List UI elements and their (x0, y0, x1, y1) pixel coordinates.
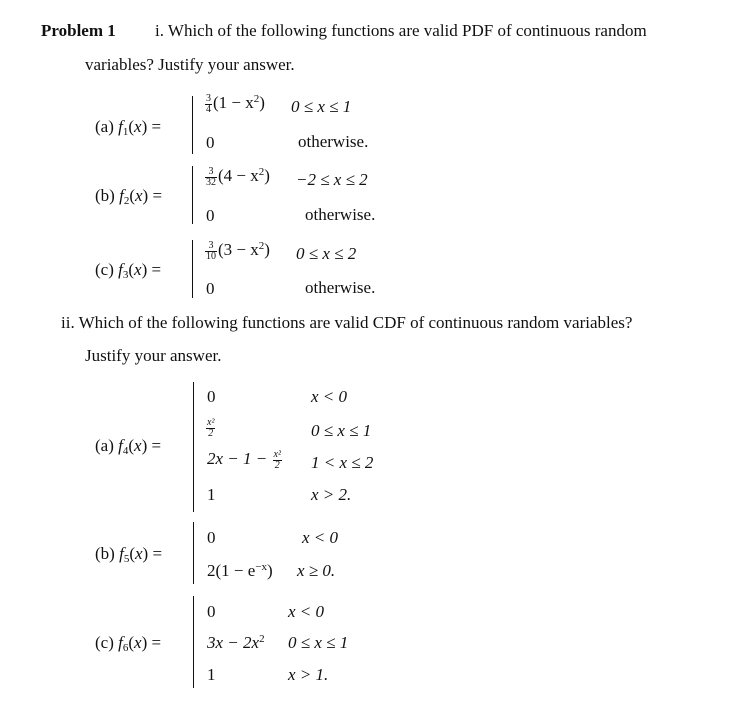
cdf-b-row1-value: 0 (207, 528, 216, 547)
pdf-c-row2-cond: otherwise. (305, 278, 376, 297)
cdf-a-row3-cond: 1 < x ≤ 2 (311, 453, 374, 472)
part-ii-question-line2: Justify your answer. (85, 346, 222, 365)
pdf-c-row1-value: $\frac{3}{10}$ $(3 - x^2)$ (206, 239, 270, 262)
cdf-b-lhs: (b) $f_5(x)$ = (95, 544, 163, 565)
cdf-b-row1-cond: x < 0 (302, 528, 339, 547)
pdf-b-lhs: (b) $f_2(x)$ = (95, 186, 163, 207)
pdf-b-row2-value: 0 (206, 206, 215, 225)
pdf-a-row1-value: $\frac{3}{4}$ $(1 - x^2)$ (206, 92, 265, 115)
cdf-c-row1-value: 0 (207, 602, 216, 621)
cdf-b-row2-cond: x ≥ 0. (297, 561, 336, 580)
pdf-a-row2-cond: otherwise. (298, 132, 369, 151)
cdf-c-row2-cond: 0 ≤ x ≤ 1 (288, 633, 349, 652)
pdf-b-brace (192, 166, 193, 224)
cdf-a-row2-value: $\frac{\text{x²}}{2}$ (207, 416, 215, 439)
cdf-a-row1-cond: x < 0 (311, 387, 348, 406)
cdf-c-lhs: (c) $f_6(x)$ = (95, 633, 162, 654)
pdf-a-lhs: (a) $f_1(x)$ = (95, 117, 162, 138)
cdf-a-row1-value: 0 (207, 387, 216, 406)
cdf-b-row2-value: $2(1 - e^{-x})$ (207, 561, 273, 580)
pdf-c-lhs: (c) $f_3(x)$ = (95, 260, 162, 281)
pdf-a-row2-value: 0 (206, 133, 215, 152)
pdf-b-row2-cond: otherwise. (305, 205, 376, 224)
pdf-a-brace (192, 96, 193, 154)
cdf-c-row1-cond: x < 0 (288, 602, 325, 621)
pdf-a-row1-cond: 0 ≤ x ≤ 1 (291, 97, 352, 116)
cdf-b-brace (193, 522, 194, 584)
pdf-c-row2-value: 0 (206, 279, 215, 298)
cdf-a-lhs: (a) $f_4(x)$ = (95, 436, 162, 457)
cdf-c-row2-value: $3x - 2x^2$ (207, 633, 265, 652)
pdf-c-brace (192, 240, 193, 298)
problem-title: Problem 1 (41, 21, 116, 40)
pdf-b-row1-cond: −2 ≤ x ≤ 2 (296, 170, 368, 189)
pdf-c-row1-cond: 0 ≤ x ≤ 2 (296, 244, 357, 263)
part-i-question-line1: i. Which of the following functions are valid PDF of continuous random (155, 21, 647, 40)
cdf-c-row3-value: 1 (207, 665, 216, 684)
cdf-a-brace (193, 382, 194, 512)
cdf-a-row3-value: 2x − 1 − $\frac{\text{x²}}{2}$ (207, 448, 281, 471)
cdf-c-brace (193, 596, 194, 688)
cdf-c-row3-cond: x > 1. (288, 665, 329, 684)
part-ii-question-line1: ii. Which of the following functions are valid CDF of continuous random variables? (61, 313, 633, 332)
part-i-question-line2: variables? Justify your answer. (85, 55, 295, 74)
cdf-a-row2-cond: 0 ≤ x ≤ 1 (311, 421, 372, 440)
cdf-a-row4-cond: x > 2. (311, 485, 352, 504)
pdf-b-row1-value: $\frac{3}{32}$ $(4 - x^2)$ (206, 165, 270, 188)
cdf-a-row4-value: 1 (207, 485, 216, 504)
